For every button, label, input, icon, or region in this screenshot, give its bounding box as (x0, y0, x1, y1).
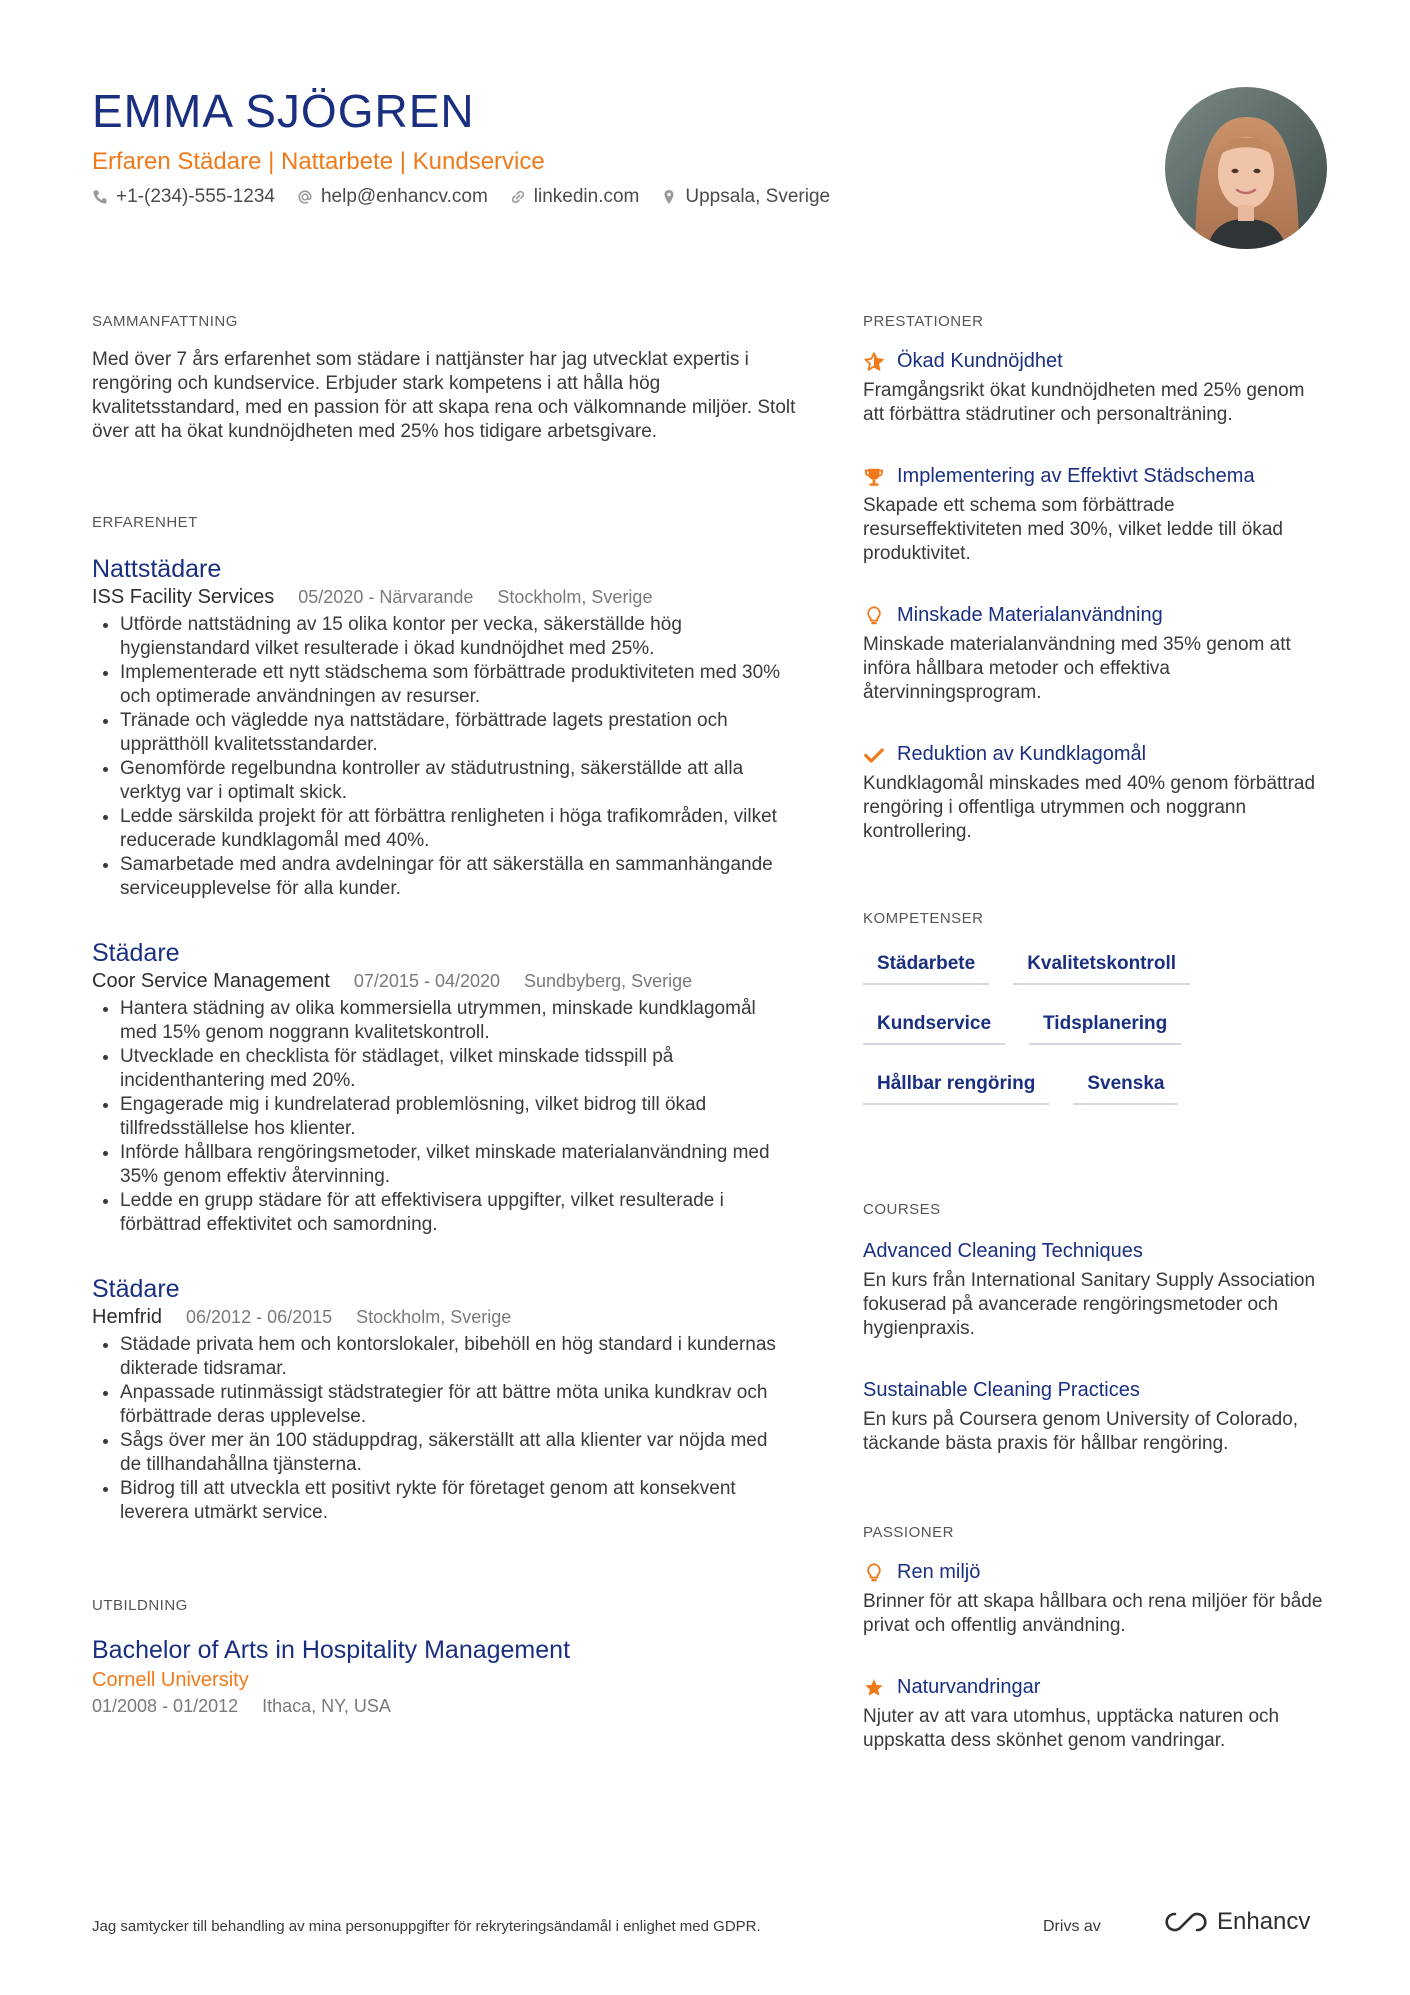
education-school: Cornell University (92, 1669, 249, 1691)
achievement-header (863, 743, 1333, 766)
job-location: Stockholm, Sverige (356, 1307, 512, 1327)
courses-heading: COURSES (863, 1201, 941, 1218)
achievement-item (863, 465, 1333, 566)
skill-tag: Tidsplanering (1029, 1007, 1181, 1045)
course-title: Sustainable Cleaning Practices (863, 1379, 1140, 1401)
contact-row (92, 186, 830, 208)
passion-header (863, 1561, 1333, 1584)
email-text[interactable]: help@enhancv.com (320, 186, 488, 207)
education-location: Ithaca, NY, USA (262, 1696, 391, 1716)
education-heading: UTBILDNING (92, 1597, 188, 1614)
course-desc: En kurs på Coursera genom University of Colorado, täckande bästa praxis för hållbar rengöring. (863, 1409, 1299, 1454)
achievements-heading: PRESTATIONER (863, 313, 984, 330)
education-degree: Bachelor of Arts in Hospitality Management (92, 1636, 571, 1664)
achievement-desc: Skapade ett schema som förbättrade resurseffektiviteten med 30%, vilket ledde till ökad produktivitet. (863, 495, 1283, 564)
star-icon (863, 1677, 885, 1699)
achievement-header (863, 465, 1333, 488)
achievement-desc: Framgångsrikt ökat kundnöjdheten med 25% genom att förbättra städrutiner och personalträning. (863, 380, 1305, 425)
job-meta (92, 1306, 792, 1329)
powered-by-label: Drivs av (1043, 1918, 1101, 1935)
job-entry (92, 555, 792, 901)
right-column (863, 313, 1333, 1753)
job-bullets (92, 997, 792, 1237)
passions-heading: PASSIONER (863, 1524, 954, 1541)
achievement-header (863, 604, 1333, 627)
course-desc: En kurs från International Sanitary Supply Association fokuserad på avancerade rengöringsmetoder och hygienpraxis. (863, 1270, 1316, 1339)
link-icon (510, 189, 526, 205)
course-item (863, 1240, 1333, 1341)
candidate-headline: Erfaren Städare | Nattarbete | Kundservice (92, 148, 545, 175)
job-location: Sundbyberg, Sverige (524, 971, 693, 991)
job-bullet: • Hantera städning av olika kommersiella utrymmen, minskade kundklagomål med 15% genom noggrann kvalitetskontroll. (120, 997, 792, 1045)
education-meta (92, 1696, 792, 1717)
course-item (863, 1379, 1333, 1456)
job-bullet: • Införde hållbara rengöringsmetoder, vilket minskade materialanvändning med 35% genom effektiv återvinning. (120, 1141, 792, 1189)
job-bullets (92, 1333, 792, 1525)
job-bullet: • Städade privata hem och kontorslokaler, bibehöll en hög standard i kundernas dikterade tidsramar. (120, 1333, 792, 1381)
passion-desc: Brinner för att skapa hållbara och rena miljöer för både privat och offentlig användning. (863, 1591, 1323, 1636)
achievement-header (863, 350, 1333, 373)
achievement-title: Ökad Kundnöjdhet (897, 350, 1063, 372)
education-entry (92, 1636, 792, 1717)
job-title: Nattstädare (92, 555, 222, 583)
phone-icon (92, 189, 108, 205)
passion-item (863, 1676, 1333, 1753)
lightbulb-icon (863, 1562, 885, 1584)
job-dates: 07/2015 - 04/2020 (353, 971, 501, 991)
achievement-title: Implementering av Effektivt Städschema (897, 465, 1255, 487)
gdpr-consent: Jag samtycker till behandling av mina personuppgifter för rekryteringsändamål i enlighet med GDPR. (92, 1918, 761, 1935)
candidate-name: EMMA SJÖGREN (92, 85, 475, 137)
skill-tag: Kundservice (863, 1007, 1005, 1045)
job-bullets (92, 613, 792, 901)
job-dates: 06/2012 - 06/2015 (186, 1307, 333, 1327)
phone-text: +1-(234)-555-1234 (116, 186, 275, 207)
job-company: ISS Facility Services (92, 586, 275, 608)
passion-desc: Njuter av att vara utomhus, upptäcka naturen och uppskatta dess skönhet genom vandringar. (863, 1706, 1280, 1751)
job-bullet: • Engagerade mig i kundrelaterad problemlösning, vilket bidrog till ökad tillfredsställelse hos klienter. (120, 1093, 792, 1141)
achievement-desc: Kundklagomål minskades med 40% genom förbättrad rengöring i offentliga utrymmen och noggrann kontrollering. (863, 773, 1316, 842)
job-entry (92, 1275, 792, 1525)
achievement-item (863, 350, 1333, 427)
passion-item (863, 1561, 1333, 1638)
experience-heading: ERFARENHET (92, 514, 198, 531)
skills-list (863, 947, 1323, 1127)
skill-tag: Hållbar rengöring (863, 1067, 1049, 1105)
job-bullet: • Anpassade rutinmässigt städstrategier för att bättre möta unika kundkrav och förbättrade deras upplevelse. (120, 1381, 792, 1429)
location-text: Uppsala, Sverige (685, 186, 831, 207)
contact-linkedin[interactable] (510, 186, 640, 208)
profile-photo (1165, 87, 1327, 249)
skill-tag: Kvalitetskontroll (1013, 947, 1190, 985)
job-bullet: • Bidrog till att utveckla ett positivt rykte för företaget genom att konsekvent leverera utmärkt service. (120, 1477, 792, 1525)
job-title: Städare (92, 1275, 180, 1303)
star-outline-icon (863, 351, 885, 373)
lightbulb-icon (863, 605, 885, 627)
achievement-item (863, 743, 1333, 844)
contact-email[interactable] (297, 186, 488, 208)
job-bullet: • Samarbetade med andra avdelningar för att säkerställa en sammanhängande serviceupplevelse för alla kunder. (120, 853, 792, 901)
achievement-item (863, 604, 1333, 705)
summary-heading: SAMMANFATTNING (92, 313, 238, 330)
enhancv-logo-icon (1163, 1910, 1209, 1934)
job-dates: 05/2020 - Närvarande (298, 587, 474, 607)
job-entry (92, 939, 792, 1237)
job-bullet: • Genomförde regelbundna kontroller av städutrustning, säkerställde att alla verktyg var i optimalt skick. (120, 757, 792, 805)
job-bullet: • Implementerade ett nytt städschema som förbättrade produktiviteten med 30% och optimerade användningen av resurser. (120, 661, 792, 709)
achievement-title: Reduktion av Kundklagomål (897, 743, 1147, 765)
checkmark-icon (863, 744, 885, 766)
at-icon (297, 189, 313, 205)
brand-name: Enhancv (1217, 1908, 1311, 1935)
passion-header (863, 1676, 1333, 1699)
summary-text: Med över 7 års erfarenhet som städare i nattjänster har jag utvecklat expertis i rengöring och kundservice. Erbjuder stark kompetens i att hålla hög kvalitetsstandard, med en passion för att skapa rena och välkomnande miljöer. Stolt över att ha ökat kundnöjdheten med 25% hos tidigare arbetsgivare. (92, 349, 796, 442)
job-meta (92, 586, 792, 609)
skill-tag: Städarbete (863, 947, 989, 985)
trophy-icon (863, 466, 885, 488)
job-bullet: • Ledde särskilda projekt för att förbättra renligheten i höga trafikområden, vilket reducerade kundklagomål med 40%. (120, 805, 792, 853)
linkedin-text[interactable]: linkedin.com (533, 186, 640, 207)
job-bullet: • Utförde nattstädning av 15 olika kontor per vecka, säkerställde hög hygienstandard vilket resulterade i ökad kundnöjdhet med 25%. (120, 613, 792, 661)
left-column (92, 313, 796, 1717)
achievement-desc: Minskade materialanvändning med 35% genom att införa hållbara metoder och effektiva återvinningsprogram. (863, 634, 1291, 703)
job-company: Hemfrid (92, 1306, 163, 1328)
passion-title: Ren miljö (897, 1561, 981, 1583)
job-bullet: • Ledde en grupp städare för att effektivisera uppgifter, vilket resulterade i förbättrad effektivitet och samordning. (120, 1189, 792, 1237)
education-dates: 01/2008 - 01/2012 (92, 1696, 239, 1716)
location-pin-icon (661, 189, 677, 205)
contact-location (661, 186, 830, 208)
skills-heading: KOMPETENSER (863, 910, 984, 927)
course-title: Advanced Cleaning Techniques (863, 1240, 1143, 1262)
skill-tag: Svenska (1073, 1067, 1178, 1105)
job-bullet: • Tränade och vägledde nya nattstädare, förbättrade lagets prestation och upprätthöll kvalitetsstandarder. (120, 709, 792, 757)
job-bullet: • Sågs över mer än 100 städuppdrag, säkerställt att alla klienter var nöjda med de tillhandahållna tjänsterna. (120, 1429, 792, 1477)
achievement-title: Minskade Materialanvändning (897, 604, 1163, 626)
job-company: Coor Service Management (92, 970, 330, 992)
passion-title: Naturvandringar (897, 1676, 1041, 1698)
job-bullet: • Utvecklade en checklista för städlaget, vilket minskade tidsspill på incidenthantering med 20%. (120, 1045, 792, 1093)
job-location: Stockholm, Sverige (497, 587, 653, 607)
job-meta (92, 970, 792, 993)
contact-phone (92, 186, 275, 208)
job-title: Städare (92, 939, 180, 967)
enhancv-logo[interactable] (1163, 1908, 1310, 1936)
